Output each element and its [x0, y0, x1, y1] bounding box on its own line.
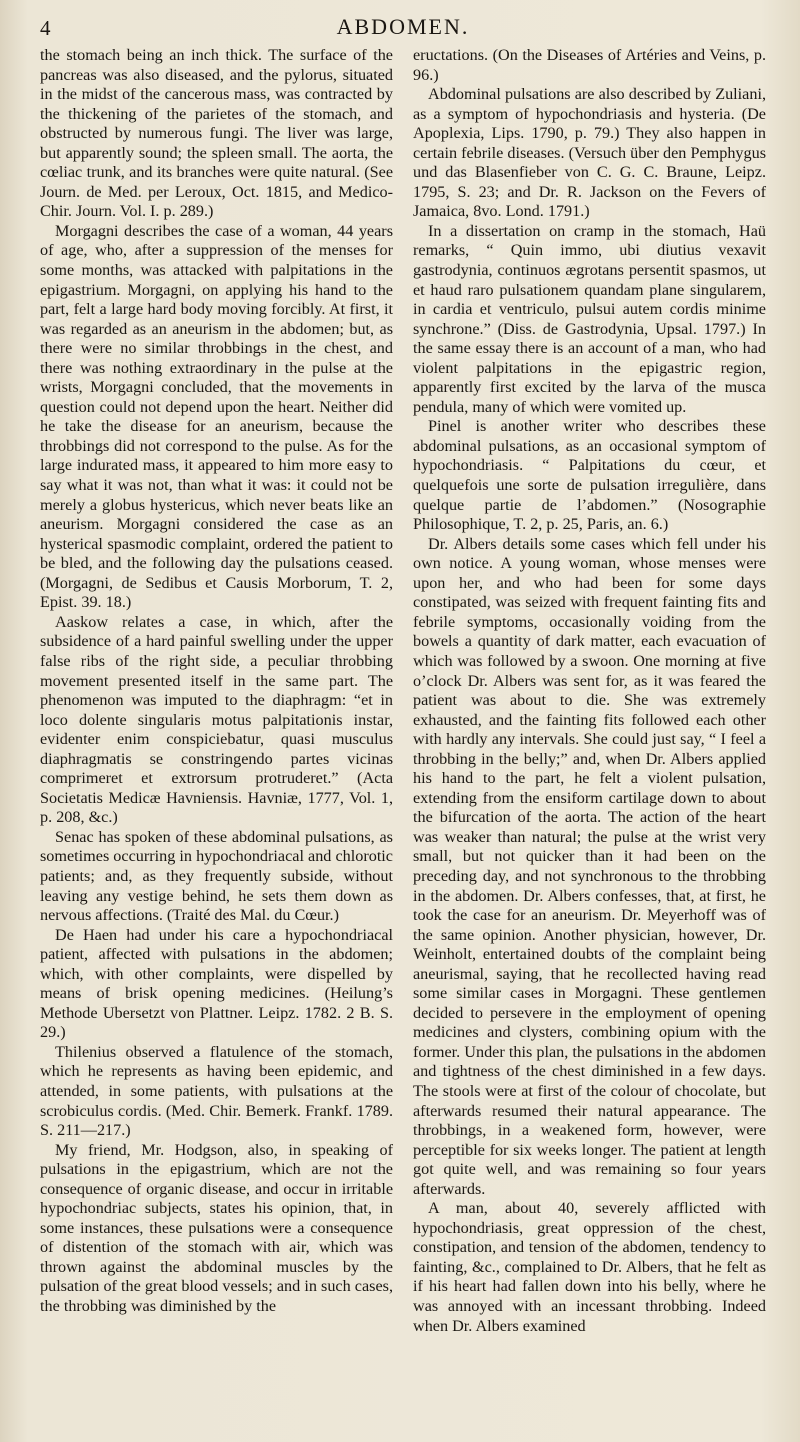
page-header	[40, 10, 766, 44]
page-number: 4	[40, 16, 51, 40]
paragraph: A man, about 40, severely afflicted with hypochondriasis, great oppression of the chest, constipation, and tension of the abdomen, tendency to fainting, &c., complained to Dr. Albers, that he felt as if his heart had fallen down into his belly, where he was annoyed with an incessant throbbing. Indeed when Dr. Albers examined	[413, 1199, 766, 1335]
paragraph: eructations. (On the Diseases of Artéries and Veins, p. 96.)	[413, 46, 766, 84]
paragraph: Dr. Albers details some cases which fell under his own notice. A young woman, whose menses were upon her, and who had been for some days constipated, was seized with frequent fainting fits and febrile symptoms, occasionally voiding from the bowels a quantity of dark matter, each evacuation of which was followed by a swoon. One morning at five o’clock Dr. Albers was sent for, as it was feared the patient was about to die. She was extremely exhausted, and the fainting fits followed each other with hardly any intervals. She could just say, “ I feel a throbbing in the belly;” and, when Dr. Albers applied his hand to the part, he felt a violent pulsation, extending from the ensiform cartilage down to about the bifurcation of the aorta. The action of the heart was weaker than natural; the pulse at the wrist very small, but not quicker than it had been on the preceding day, and not synchronous to the throbbing in the abdomen. Dr. Albers confesses, that, at first, he took the case for an aneurism. Dr. Meyerhoff was of the same opinion. Another physician, however, Dr. Weinholt, entertained doubts of the complaint being aneurismal, saying, that he recollected having read some similar cases in Morgagni. These gentlemen decided to persevere in the employment of opening medicines and clysters, combining opium with the former. Under this plan, the pulsations in the abdomen and tightness of the chest diminished in a few days. The stools were at first of the colour of chocolate, but afterwards resumed their natural appearance. The throbbings, in a weakened form, however, were perceptible for six weeks longer. The patient at length got quite well, and was remaining so four years afterwards.	[413, 534, 766, 1198]
paragraph: De Haen had under his care a hypochondriacal patient, affected with pulsations in the abdomen; which, with other complaints, were dispelled by means of brisk opening medicines. (Heilung’s Methode Ubersetzt von Plattner. Leipz. 1782. 2 B. S. 29.)	[40, 925, 393, 1042]
running-head: ABDOMEN.	[336, 14, 470, 39]
paragraph: Senac has spoken of these abdominal pulsations, as sometimes occurring in hypochondriacal and chlorotic patients; and, as they frequently subside, without leaving any vestige behind, he sets them down as nervous affections. (Traité des Mal. du Cœur.)	[40, 827, 393, 925]
right-column	[413, 46, 766, 1336]
paragraph: Morgagni describes the case of a woman, 44 years of age, who, after a suppression of the menses for some months, was attacked with palpitations in the epigastrium. Morgagni, on applying his hand to the part, felt a large hard body moving forcibly. At first, it was regarded as an aneurism in the abdomen; but, as there were no similar throbbings in the chest, and there was nothing extraordinary in the pulse at the wrists, Morgagni concluded, that the movements in question could not depend upon the heart. Neither did he take the disease for an aneurism, because the throbbings did not correspond to the pulse. As for the large indurated mass, it appeared to him more easy to say what it was not, than what it was: it could not be merely a globus hystericus, which never beats like an aneurism. Morgagni considered the case as an hysterical spasmodic complaint, ordered the patient to be bled, and the following day the pulsations ceased. (Morgagni, de Sedibus et Causis Morborum, T. 2, Epist. 39. 18.)	[40, 221, 393, 612]
paragraph: Abdominal pulsations are also described by Zuliani, as a symptom of hypochondriasis and hysteria. (De Apoplexia, Lips. 1790, p. 79.) They also happen in certain febrile diseases. (Versuch über den Pemphygus und das Blasenfieber von C. G. C. Braune, Leipz. 1795, S. 23; and Dr. R. Jackson on the Fevers of Jamaica, 8vo. Lond. 1791.)	[413, 85, 766, 221]
text-columns	[40, 46, 766, 1336]
paragraph: In a dissertation on cramp in the stomach, Haü remarks, “ Quin immo, ubi diutius vexavit gastrodynia, continuos ægrotans persentit spasmos, ut et haud raro pulsationem quandam plane singularem, in cardia et ventriculo, pulsui autem cordis minime synchrone.” (Diss. de Gastrodynia, Upsal. 1797.) In the same essay there is an account of a man, who had violent palpitations in the epigastric region, apparently first excited by the larva of the musca pendula, many of which were vomited up.	[413, 221, 766, 416]
left-column	[40, 46, 393, 1336]
paragraph: the stomach being an inch thick. The surface of the pancreas was also diseased, and the pylorus, situated in the midst of the cancerous mass, was contracted by the thickening of the parietes of the stomach, and obstructed by numerous fungi. The liver was large, but apparently sound; the spleen small. The aorta, the cœliac trunk, and its branches were quite natural. (See Journ. de Med. per Leroux, Oct. 1815, and Medico-Chir. Journ. Vol. I. p. 289.)	[40, 46, 393, 221]
paragraph: Thilenius observed a flatulence of the stomach, which he represents as having been epidemic, and attended, in some patients, with pulsations at the scrobiculus cordis. (Med. Chir. Bemerk. Frankf. 1789. S. 211—217.)	[40, 1042, 393, 1140]
paragraph: Pinel is another writer who describes these abdominal pulsations, as an occasional symptom of hypochondriasis. “ Palpitations du cœur, et quelquefois une sorte de pulsation irregulière, dans quelque partie de l’abdomen.” (Nosographie Philosophique, T. 2, p. 25, Paris, an. 6.)	[413, 417, 766, 534]
paragraph: My friend, Mr. Hodgson, also, in speaking of pulsations in the epigastrium, which are not the consequence of organic disease, and occur in irritable hypochondriac subjects, states his opinion, that, in some instances, these pulsations were a consequence of distention of the stomach with air, which was thrown against the abdominal muscles by the pulsation of the great blood vessels; and in such cases, the throbbing was diminished by the	[40, 1140, 393, 1315]
paragraph: Aaskow relates a case, in which, after the subsidence of a hard painful swelling under the upper false ribs of the right side, a peculiar throbbing movement presented itself in the same part. The phenomenon was imputed to the diaphragm: “et in loco dolente singularis motus palpitationis instar, evidenter enim conspiciebatur, quasi musculus diaphragmatis se constringendo partes vicinas comprimeret et extrorsum protruderet.” (Acta Societatis Medicæ Havniensis. Havniæ, 1777, Vol. 1, p. 208, &c.)	[40, 612, 393, 827]
